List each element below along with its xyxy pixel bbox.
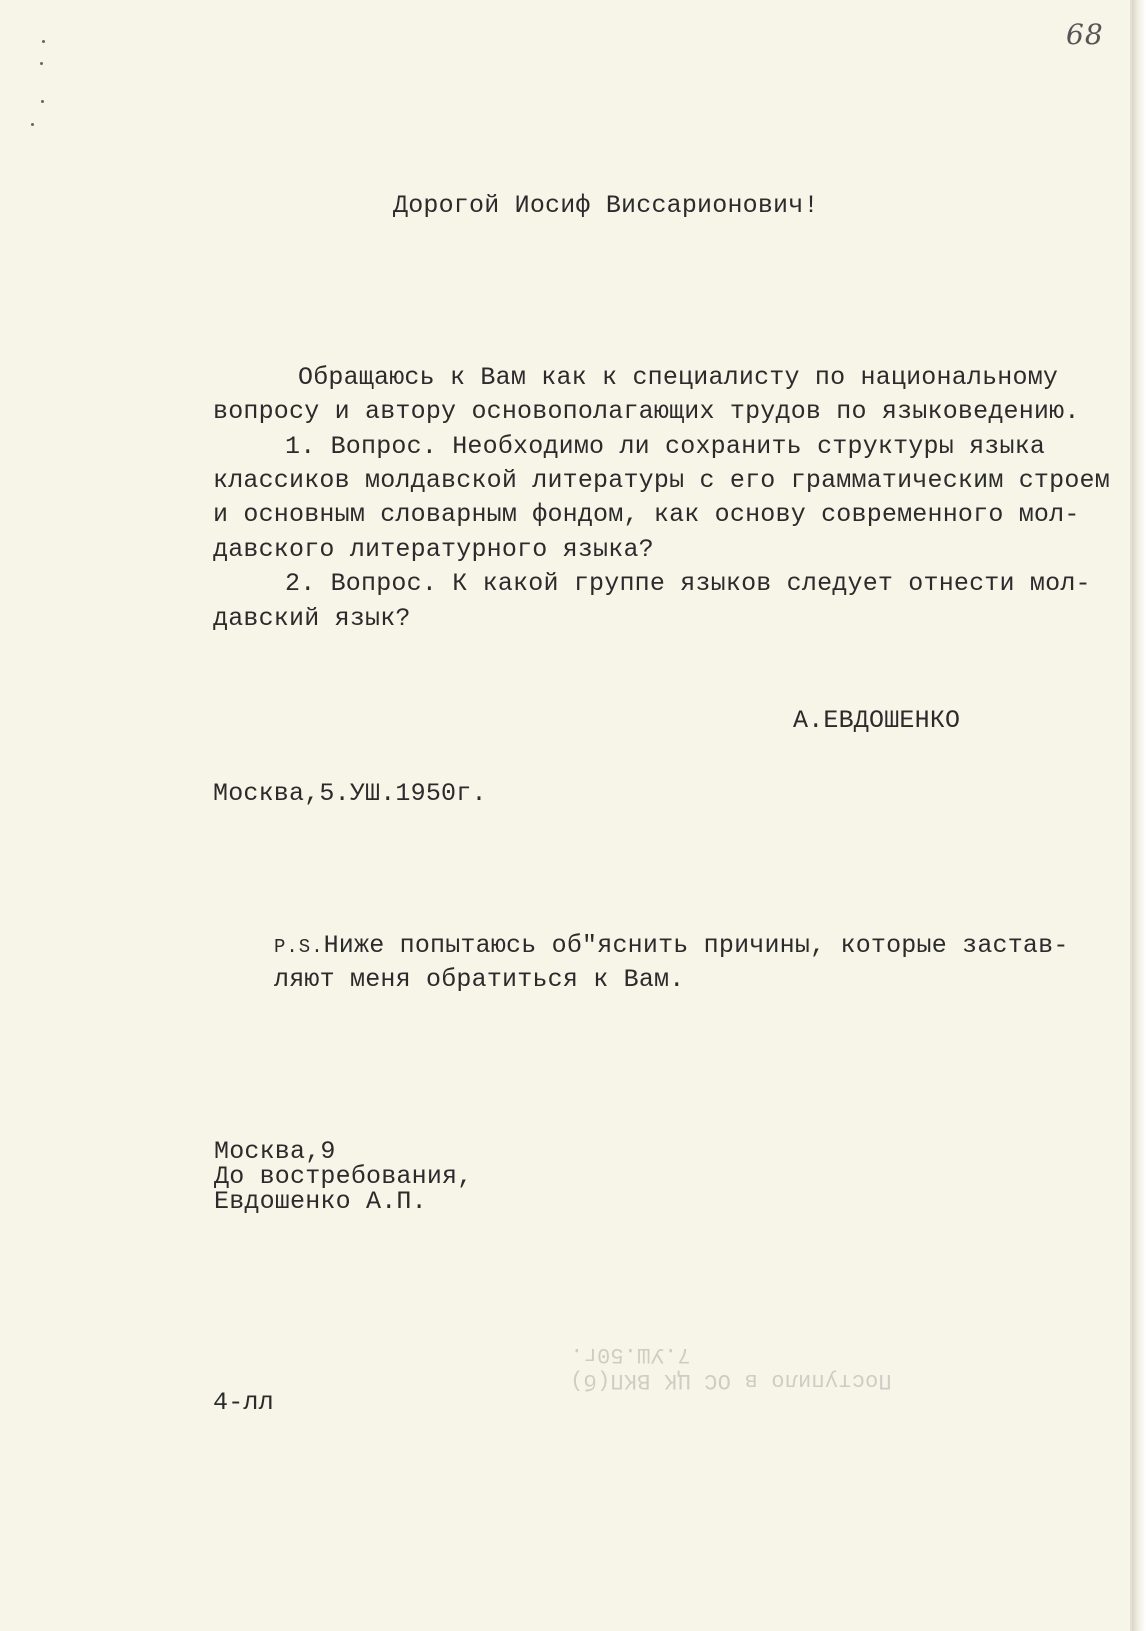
question1-line: 1. Вопрос. Необходимо ли сохранить структуры языка [285, 432, 1046, 461]
margin-mark [41, 100, 44, 103]
postscript-text: Ниже попытаюсь об"яснить причины, которые застав- [323, 931, 1069, 960]
question1-line: и основным словарным фондом, как основу современного мол- [213, 500, 1080, 529]
address-line: Евдошенко А.П. [214, 1187, 427, 1216]
stamp-line: Поступило в ОС ЦК ВКП(б) [570, 1367, 892, 1393]
postscript-line [274, 933, 1069, 958]
margin-mark [31, 123, 34, 126]
paper-edge [1132, 0, 1146, 1631]
question1-line: классиков молдавской литературы с его грамматическим строем [213, 466, 1110, 495]
address-line: До востребования, [214, 1162, 473, 1191]
paragraph-line: Обращаюсь к Вам как к специалисту по национальному [298, 363, 1059, 392]
page-number: 68 [1066, 18, 1104, 51]
greeting: Дорогой Иосиф Виссарионович! [393, 191, 819, 220]
paragraph-line: вопросу и автору основополагающих трудов по языковедению. [213, 397, 1080, 426]
question1-line: давского литературного языка? [213, 535, 654, 564]
margin-mark [40, 62, 43, 65]
address-line: Москва,9 [214, 1137, 336, 1166]
question2-line: давский язык? [213, 604, 411, 633]
bleed-through-stamp [570, 1340, 950, 1393]
date-line: Москва,5.УШ.1950г. [213, 779, 487, 808]
postscript-line: ляют меня обратиться к Вам. [274, 965, 685, 994]
margin-mark [42, 40, 45, 43]
stamp-line: 7.УШ.50г. [570, 1341, 691, 1367]
postscript-label: P.S. [274, 936, 324, 958]
signature: А.ЕВДОШЕНКО [793, 706, 961, 735]
sheet-count: 4-лл [213, 1388, 274, 1417]
question2-line: 2. Вопрос. К какой группе языков следует отнести мол- [285, 569, 1091, 598]
